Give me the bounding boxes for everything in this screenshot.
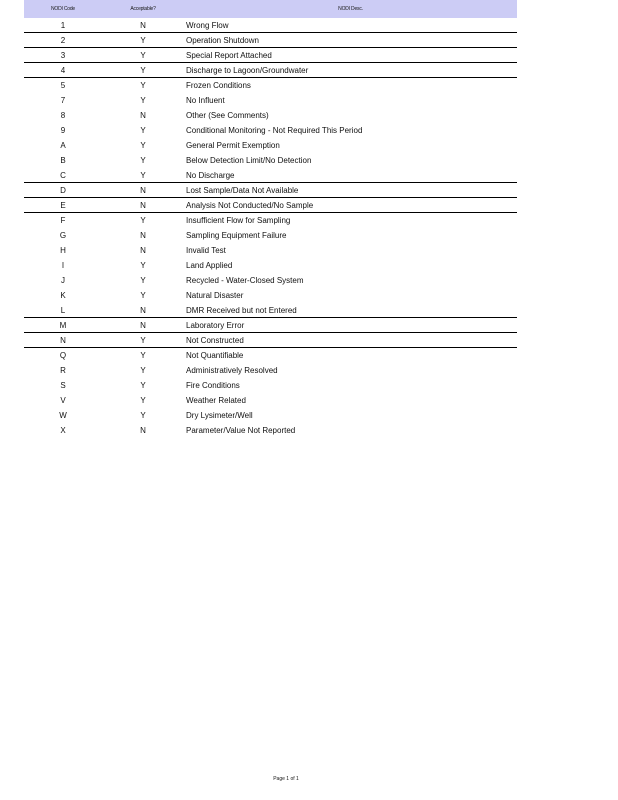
cell-acceptable: Y [140, 81, 146, 90]
table-row [24, 228, 517, 243]
cell-acceptable: Y [140, 276, 146, 285]
table-row [24, 288, 517, 303]
cell-nodi-code: V [60, 396, 66, 405]
cell-nodi-code: 9 [60, 126, 66, 135]
cell-acceptable: N [140, 185, 146, 195]
cell-acceptable: N [140, 20, 146, 30]
cell-nodi-code: A [60, 141, 66, 150]
cell-nodi-code: J [61, 276, 65, 285]
table-row [24, 363, 517, 378]
cell-nodi-desc: Administratively Resolved [186, 366, 278, 375]
cell-nodi-code: 3 [60, 50, 66, 60]
cell-nodi-code: K [60, 291, 66, 300]
table-row [24, 213, 517, 228]
cell-acceptable: N [140, 246, 146, 255]
table-header-row [24, 0, 517, 18]
cell-nodi-desc: General Permit Exemption [186, 141, 280, 150]
cell-nodi-code: 7 [60, 96, 66, 105]
header-acceptable: Acceptable? [130, 6, 156, 12]
table-row [24, 168, 517, 183]
cell-nodi-desc: No Influent [186, 96, 225, 105]
cell-nodi-desc: Weather Related [186, 396, 246, 405]
cell-nodi-desc: Invalid Test [186, 246, 226, 255]
cell-nodi-code: C [60, 170, 66, 180]
table-row [24, 33, 517, 48]
cell-nodi-desc: Conditional Monitoring - Not Required This Period [186, 126, 363, 135]
cell-nodi-desc: Land Applied [186, 261, 233, 270]
cell-nodi-desc: Parameter/Value Not Reported [186, 426, 296, 435]
cell-acceptable: Y [140, 50, 146, 60]
cell-nodi-code: W [59, 411, 67, 420]
table-row [24, 303, 517, 318]
cell-acceptable: N [140, 111, 146, 120]
cell-nodi-code: 4 [60, 65, 66, 75]
table-row [24, 333, 517, 348]
cell-acceptable: Y [140, 216, 146, 225]
table-row [24, 423, 517, 438]
cell-acceptable: Y [140, 335, 146, 345]
cell-acceptable: Y [140, 261, 146, 270]
cell-nodi-desc: Special Report Attached [186, 50, 272, 60]
table-row [24, 273, 517, 288]
cell-acceptable: Y [140, 381, 146, 390]
cell-nodi-desc: Wrong Flow [186, 20, 229, 30]
cell-acceptable: N [140, 200, 146, 210]
cell-nodi-code: D [60, 185, 66, 195]
cell-acceptable: Y [140, 396, 146, 405]
cell-nodi-desc: Sampling Equipment Failure [186, 231, 287, 240]
cell-acceptable: Y [140, 141, 146, 150]
cell-nodi-code: H [60, 246, 66, 255]
cell-nodi-desc: Operation Shutdown [186, 35, 259, 45]
cell-nodi-desc: Insufficient Flow for Sampling [186, 216, 291, 225]
header-nodi-code: NODI Code [50, 6, 76, 12]
cell-nodi-desc: Frozen Conditions [186, 81, 251, 90]
cell-nodi-code: S [60, 381, 66, 390]
table-row [24, 348, 517, 363]
cell-acceptable: Y [140, 126, 146, 135]
cell-nodi-code: 1 [60, 20, 66, 30]
cell-nodi-desc: Fire Conditions [186, 381, 240, 390]
cell-nodi-code: 2 [60, 35, 66, 45]
cell-nodi-desc: Recycled - Water-Closed System [186, 276, 304, 285]
cell-acceptable: N [140, 426, 146, 435]
header-nodi-desc: NODI Desc. [338, 6, 363, 12]
cell-nodi-desc: Below Detection Limit/No Detection [186, 156, 312, 165]
nodi-code-table [24, 0, 517, 438]
cell-acceptable: Y [140, 65, 146, 75]
table-row [24, 123, 517, 138]
cell-acceptable: N [140, 231, 146, 240]
cell-acceptable: Y [140, 351, 146, 360]
cell-nodi-code: 5 [60, 81, 66, 90]
table-row [24, 243, 517, 258]
table-row [24, 18, 517, 33]
table-row [24, 78, 517, 93]
cell-acceptable: Y [140, 411, 146, 420]
cell-nodi-desc: Analysis Not Conducted/No Sample [186, 200, 314, 210]
table-row [24, 183, 517, 198]
cell-nodi-desc: Natural Disaster [186, 291, 244, 300]
cell-acceptable: Y [140, 96, 146, 105]
table-row [24, 393, 517, 408]
table-row [24, 153, 517, 168]
table-row [24, 108, 517, 123]
page-number: Page 1 of 1 [273, 776, 299, 782]
cell-nodi-desc: Not Quantifiable [186, 351, 244, 360]
cell-nodi-code: F [60, 216, 66, 225]
table-row [24, 93, 517, 108]
cell-nodi-desc: DMR Received but not Entered [186, 305, 297, 315]
cell-nodi-code: 8 [60, 111, 66, 120]
cell-nodi-code: M [59, 320, 67, 330]
cell-nodi-desc: Discharge to Lagoon/Groundwater [186, 65, 309, 75]
cell-nodi-desc: Laboratory Error [186, 320, 245, 330]
table-row [24, 63, 517, 78]
cell-nodi-desc: Not Constructed [186, 335, 244, 345]
table-row [24, 318, 517, 333]
cell-acceptable: Y [140, 156, 146, 165]
table-row [24, 258, 517, 273]
table-body [24, 18, 517, 438]
cell-nodi-code: I [61, 261, 65, 270]
cell-acceptable: N [140, 320, 146, 330]
cell-nodi-desc: Other (See Comments) [186, 111, 269, 120]
cell-nodi-desc: Dry Lysimeter/Well [186, 411, 253, 420]
cell-acceptable: Y [140, 170, 146, 180]
table-row [24, 48, 517, 63]
cell-acceptable: Y [140, 291, 146, 300]
cell-acceptable: Y [140, 35, 146, 45]
cell-nodi-code: G [59, 231, 67, 240]
table-row [24, 408, 517, 423]
cell-nodi-code: X [60, 426, 66, 435]
cell-nodi-desc: No Discharge [186, 170, 235, 180]
cell-nodi-code: N [60, 335, 66, 345]
cell-acceptable: Y [140, 366, 146, 375]
cell-nodi-code: E [60, 200, 66, 210]
table-row [24, 138, 517, 153]
cell-acceptable: N [140, 305, 146, 315]
cell-nodi-desc: Lost Sample/Data Not Available [186, 185, 299, 195]
table-row [24, 198, 517, 213]
cell-nodi-code: R [60, 366, 66, 375]
cell-nodi-code: L [60, 305, 66, 315]
cell-nodi-code: Q [59, 351, 67, 360]
table-row [24, 378, 517, 393]
cell-nodi-code: B [60, 156, 66, 165]
